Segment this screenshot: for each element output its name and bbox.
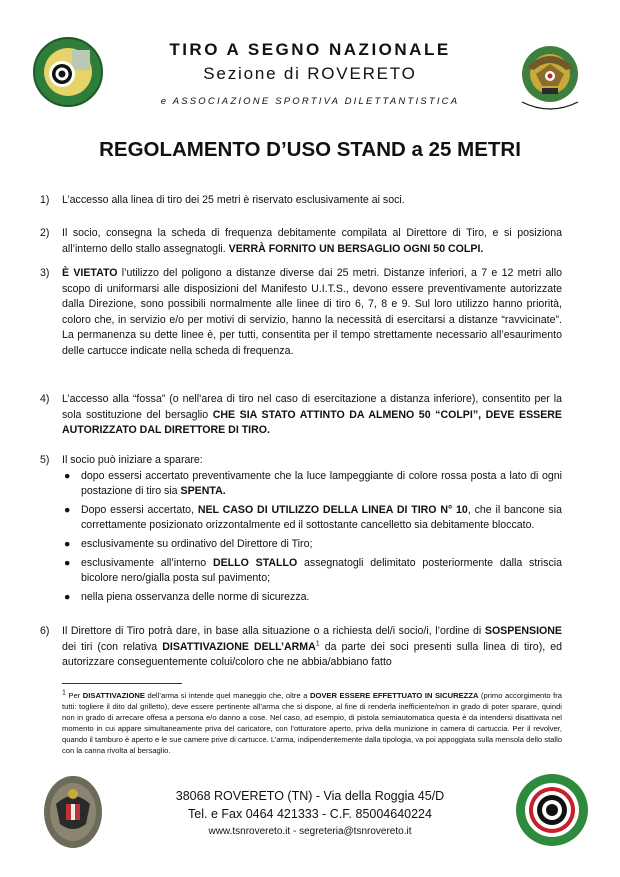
rule-text: L’accesso alla “fossa” (o nell’area di tiro nel caso di esercitazione a distanza inferiore), consentito per la sola sostituzione del bersaglio	[62, 393, 562, 421]
rule-emphasis: CHE SIA STATO ATTINTO DA ALMENO 50 “COLPI”, DEVE ESSERE AUTORIZZATO DAL DIRETTORE DI TIRO.	[62, 408, 562, 437]
rule-1	[40, 193, 562, 209]
rule-number: 2)	[40, 227, 50, 239]
association-subtitle: e ASSOCIAZIONE SPORTIVA DILETTANTISTICA	[160, 96, 460, 107]
rule-number: 3)	[40, 267, 50, 279]
bullet-icon: ●	[64, 503, 71, 516]
footnote-ref[interactable]: 1	[315, 640, 320, 648]
footnote-number: 1	[62, 689, 66, 697]
list-item: ● nella piena osservanza delle norme di sicurezza.	[62, 590, 562, 606]
rule-4	[40, 392, 562, 439]
bullet-icon: ●	[64, 537, 71, 550]
footer-contacts[interactable]: www.tsnrovereto.it - segreteria@tsnrovereto.it	[208, 826, 412, 837]
rule-number: 6)	[40, 625, 50, 637]
list-item: ● Dopo essersi accertato, NEL CASO DI UTILIZZO DELLA LINEA DI TIRO N° 10, che il bancone sia correttamente posizionato orizzontalmente ed il sottostante cancelletto sia debitamente bloccato.	[64, 503, 562, 532]
footnote-divider	[62, 683, 182, 684]
bullet-icon: ●	[64, 590, 71, 603]
bullet-icon: ●	[64, 556, 71, 569]
footnote: $^1$ Per DISATTIVAZIONE dell’arma si intende quel maneggio che, oltre a DOVER ESSERE EFFETTUATO IN SICUREZZA (primo accorgimento fra tutti: togliere il dito dal grilletto), deve essere pertinente all’arma che si dispone, al fine di renderla inefficiente/non in grado di poter sparare, quindi non in grado di arrecare offesa a persona e/o danno a cose. Nel caso, ad esempio, di pistola semiautomatica questa è da intendersi disattivata nel momento in cui appare simultaneamente priva del caricatore, con l’otturatore aperto, priva della munizione in camera di cartuccia. Per il revolver, quando il tamburo è aperto e le sue camere prive di cartucce. L’arma, indipendentemente dalla tipologia, va poi appoggiata sulla mensola dello stallo con la canna rivolta al bersaglio.	[62, 689, 562, 755]
association-name: TIRO A SEGNO NAZIONALE	[169, 40, 451, 59]
rule-text: L’accesso alla linea di tiro dei 25 metri è riservato esclusivamente ai soci.	[62, 194, 405, 206]
section-name: Sezione di ROVERETO	[203, 64, 417, 83]
rule-5	[40, 453, 562, 608]
rule-text: Il socio, consegna la scheda di frequenza debitamente compilata al Direttore di Tiro, e si posiziona all’interno dello stallo assegnatogli.	[62, 227, 562, 255]
rule-3	[40, 266, 562, 360]
bullet-icon: ●	[64, 469, 71, 482]
rule-number: 5)	[40, 454, 50, 466]
tsn-rovereto-eagle-logo-right	[512, 34, 588, 114]
rule-text: Il socio può iniziare a sparare:	[62, 454, 203, 466]
rovereto-coat-of-arms	[42, 774, 104, 850]
rule-emphasis: È VIETATO	[62, 267, 118, 279]
rule-number: 4)	[40, 393, 50, 405]
list-item: ● esclusivamente all’interno DELLO STALLO assegnatogli delimitato posteriormente dalla striscia bicolore nero/gialla posta sul pavimento;	[64, 556, 562, 585]
rule-emphasis: VERRÀ FORNITO UN BERSAGLIO OGNI 50 COLPI.	[228, 242, 484, 255]
footer-address: 38068 ROVERETO (TN) - Via della Roggia 45/D	[175, 789, 445, 803]
rule-number: 1)	[40, 194, 50, 206]
rule-2	[40, 226, 562, 257]
bullet-list	[62, 469, 562, 606]
rule-text: l’utilizzo del poligono a distanze diverse dai 25 metri. Distanze inferiori, a 7 e 12 metri allo scopo di uniformarsi alle disposizioni del Manifesto U.I.T.S., devono essere preventivamente autorizzate dalla Direzione, sono possibili normalmente alle linee di tiro 6, 7, 8 e 9. Sul loro utilizzo hanno priorità, coloro che, in servizio e/o per motivi di servizio, hanno la necessità di esercitarsi a distanze “ravvicinate”. La permanenza su dette linee è, per tutti, consentita per il tempo strettamente necessario all’esaurimento delle cartucce indicate nella scheda di frequenza.	[62, 267, 562, 357]
list-item: ● dopo essersi accertato preventivamente che la luce lampeggiante di colore rossa posta a lato di ogni postazione di tiro sia SPENTA.	[64, 469, 562, 498]
list-item: ● esclusivamente su ordinativo del Direttore di Tiro;	[62, 537, 562, 553]
uits-target-badge	[514, 772, 590, 848]
document-title: REGOLAMENTO D’USO STAND a 25 METRI	[99, 138, 521, 161]
rule-6: 6) Il Direttore di Tiro potrà dare, in base alla situazione o a richiesta del/i socio/i, l’ordine di SOSPENSIONE dei tiri (con relativa DISATTIVAZIONE DELL’ARMA$^1$ da parte dei soci presenti sulla linea di tiro), ed autorizzare conseguentemente colui/coloro che ne abbia/abbiano fatto	[40, 625, 562, 669]
footer-phone: Tel. e Fax 0464 421333 - C.F. 85004640224	[188, 807, 432, 821]
tsn-rovereto-logo-left	[32, 36, 104, 108]
